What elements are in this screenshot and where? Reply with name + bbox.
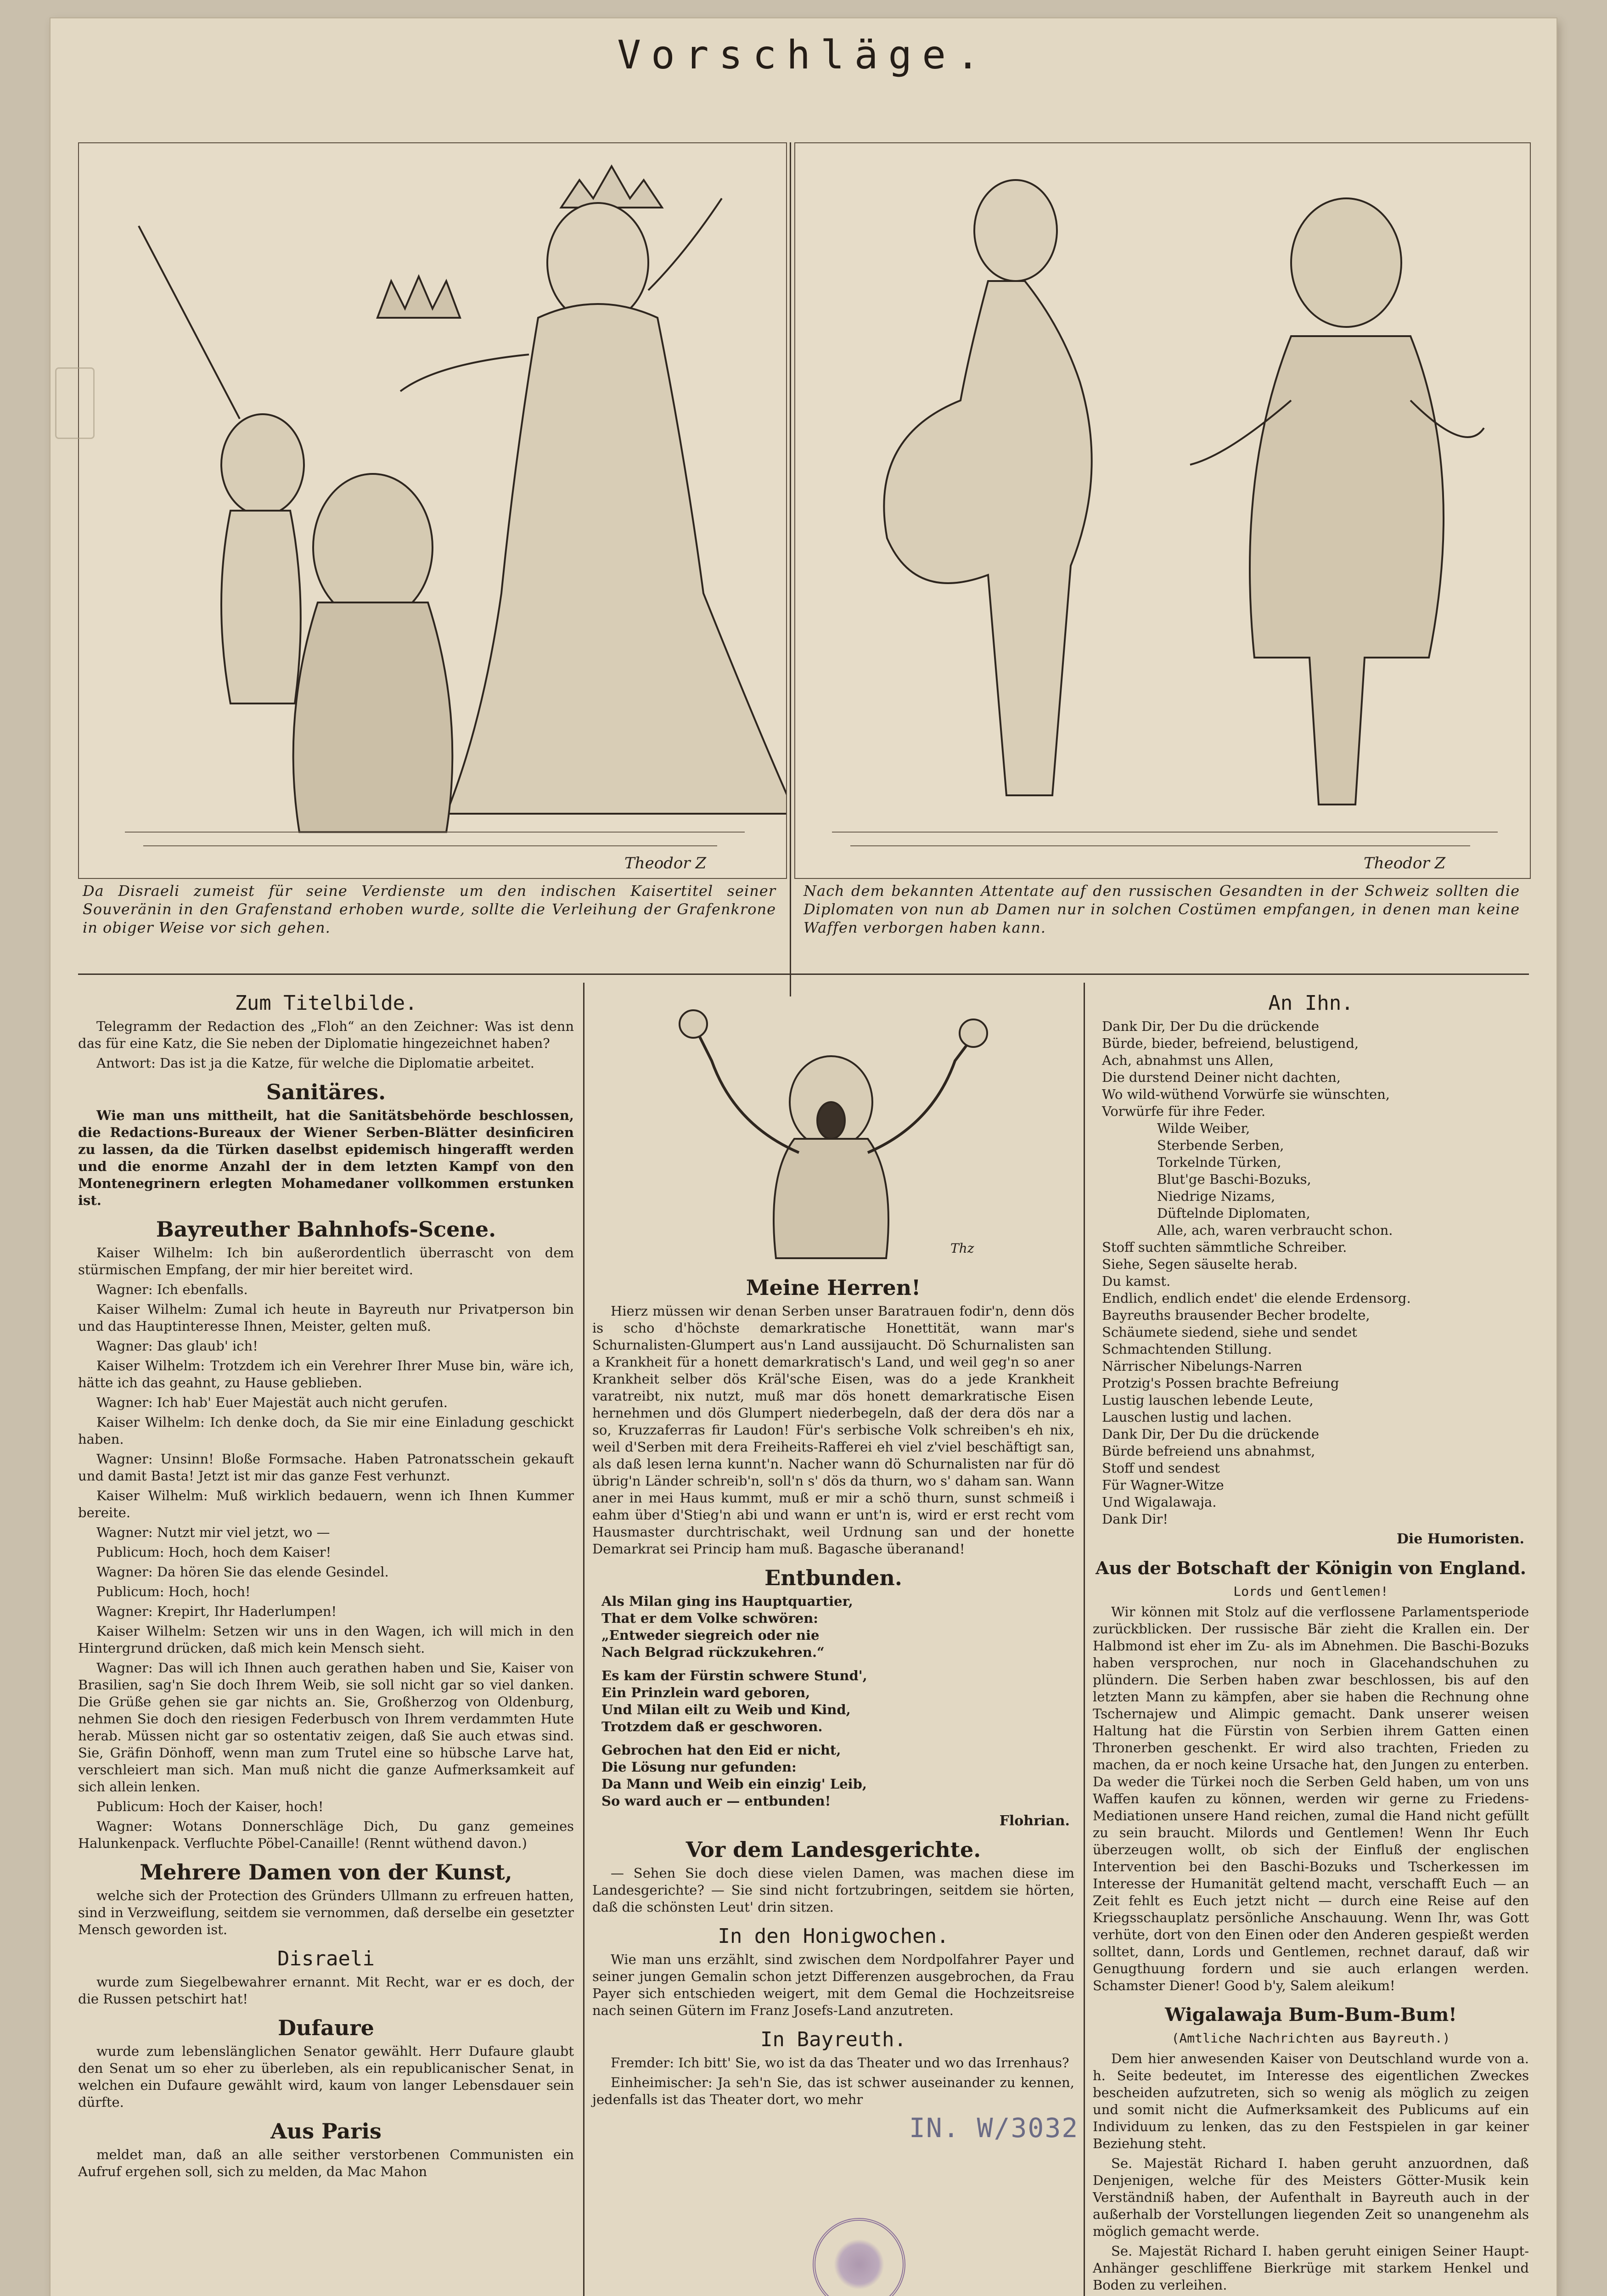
poem-line: Schmachtenden Stillung. (1102, 1341, 1272, 1357)
heading-disraeli: Disraeli (277, 1947, 375, 1970)
newspaper-page (51, 18, 1556, 2296)
dialog-line: Kaiser Wilhelm: Ich bin außerordentlich überrascht von dem stürmischen Empfang, der mir hier bereitet wird. (78, 1245, 574, 1277)
poem-line: Nach Belgrad rückzukehren.“ (601, 1644, 825, 1660)
poem-line: Da Mann und Weib ein einzig' Leib, (601, 1776, 867, 1792)
text-titelbild-2: Antwort: Das ist ja die Katze, für welche die Diplomatie arbeitet. (96, 1055, 534, 1071)
text-wigalawaja-2: Se. Majestät Richard I. haben geruht anzuordnen, daß Denjenigen, welche für des Meisters Götter-Musik kein Verständniß haben, der Aufenthalt in Bayreuth auch in der außerhalb der Vorstellungen liegenden Zeit so unangenehm als möglich gemacht werde. (1093, 2155, 1529, 2239)
dialog-line: Wagner: Nutzt mir viel jetzt, wo — (96, 1525, 330, 1540)
text-disraeli: wurde zum Siegelbewahrer ernannt. Mit Recht, war er es doch, der die Russen petschirt hat! (78, 1974, 574, 2007)
poem-line: That er dem Volke schwören: (601, 1610, 819, 1626)
poem-line: Niedrige Nizams, (1157, 1188, 1275, 1204)
text-paris: meldet man, daß an alle seither verstorbenen Communisten ein Aufruf ergehen soll, sich zu melden, da Mac Mahon (78, 2147, 574, 2179)
heading-landesgericht: Vor dem Landesgerichte. (686, 1837, 981, 1862)
poem-line: Blut'ge Baschi-Bozuks, (1157, 1171, 1311, 1187)
poem-line: Düftelnde Diplomaten, (1157, 1205, 1310, 1221)
edge-stamp-mark (55, 367, 95, 439)
illustration-diplomat-costume (794, 142, 1531, 879)
poem-line: Ein Prinzlein ward geboren, (601, 1685, 810, 1700)
poem-line: So ward auch er — entbunden! (601, 1793, 831, 1809)
dialog-line: Kaiser Wilhelm: Trotzdem ich ein Verehrer Ihrer Muse bin, wäre ich, hätte ich das geahnt, zu Hause geblieben. (78, 1358, 574, 1390)
text-honigwochen: Wie man uns erzählt, sind zwischen dem Nordpolfahrer Payer und seiner jungen Gemalin schon jetzt Differenzen ausgebrochen, da Frau Payer sich entschieden weigert, mit dem Gemal die Hochzeitsreise nach seinen Gütern im Franz Josefs-Land anzutreten. (592, 1952, 1074, 2018)
dialog-line: Wagner: Das will ich Ihnen auch gerathen haben und Sie, Kaiser von Brasilien, sag'n Sie doch Ihrem Weib, sie soll nicht gar so viel danken. Die Grüße gehen sie gar nichts an. Sie, Großherzog von Oldenburg, nehmen Sie doch den riesigen Federbusch von Ihrem verdammten Hute herab. Müssen nicht gar so ostentativ zeigen, daß Sie auch etwas sind. Sie, Gräfin Dönhoff, wenn man zum Trutel eine so hübsche Larve hat, verschleiert man sich. Man muß nicht die ganze Aufmerksamkeit auf sich allein lenken. (78, 1660, 574, 1795)
poem-stanza-2 (601, 1667, 1074, 1735)
poem-line: Bayreuths brausender Becher brodelte, (1102, 1307, 1370, 1323)
heading-sanitaeres: Sanitäres. (266, 1080, 386, 1104)
dialog-line: Wagner: Da hören Sie das elende Gesindel. (96, 1564, 389, 1580)
engraving-left (79, 143, 786, 878)
poem-line: Dank Dir, Der Du die drückende (1102, 1019, 1319, 1034)
poem-line: Vorwürfe für ihre Feder. (1102, 1103, 1266, 1119)
poem-line: Wilde Weiber, (1157, 1120, 1250, 1136)
illustration-disraeli-crowning (78, 142, 787, 879)
poem-line: Gebrochen hat den Eid er nicht, (601, 1742, 841, 1758)
dialog-line: Wagner: Ich ebenfalls. (96, 1282, 248, 1297)
poem-line: Alle, ach, waren verbraucht schon. (1157, 1222, 1393, 1238)
dialog-line: Kaiser Wilhelm: Zumal ich heute in Bayreuth nur Privatperson bin und das Hauptinteresse Ihnen, Meister, gelten muß. (78, 1301, 574, 1334)
dialog-line: Wagner: Das glaub' ich! (96, 1338, 258, 1354)
poem-line: Endlich, endlich endet' die elende Erdensorg. (1102, 1290, 1411, 1306)
handwritten-inventory-number: IN. W/3032 (909, 2112, 1079, 2144)
poem-stanza-3 (601, 1742, 1074, 1810)
heading-entbunden: Entbunden. (764, 1565, 902, 1590)
poem-line: Stoff und sendest (1102, 1460, 1220, 1476)
text-dufaure: wurde zum lebenslänglichen Senator gewählt. Herr Dufaure glaubt den Senat um so eher zu überleben, als ein republicanischer Senat, in welchen ein Dufaure gewählt wird, kaum von langer Lebensdauer sein dürfte. (78, 2043, 574, 2110)
dialog-line: Fremder: Ich bitt' Sie, wo ist da das Theater und wo das Irrenhaus? (611, 2055, 1069, 2071)
poem-line: Wo wild-wüthend Vorwürfe sie wünschten, (1102, 1086, 1390, 1102)
poem-line: Für Wagner-Witze (1102, 1477, 1224, 1493)
text-titelbild-1: Telegramm der Redaction des „Floh“ an den Zeichner: Was ist denn das für eine Katz, die Sie neben der Diplomatie hingezeichnet haben? (78, 1019, 574, 1051)
poem-line: Trotzdem daß er geschworen. (601, 1719, 823, 1734)
dialog-line: Wagner: Krepirt, Ihr Haderlumpen! (96, 1604, 337, 1619)
poem-line: Närrischer Nibelungs-Narren (1102, 1358, 1303, 1374)
poem-line: Protzig's Possen brachte Befreiung (1102, 1375, 1339, 1391)
engraving-right (795, 143, 1530, 878)
column-divider-2 (1084, 983, 1085, 2296)
poem-line: Dank Dir, Der Du die drückende (1102, 1426, 1319, 1442)
poem-line: Lauschen lustig und lachen. (1102, 1409, 1292, 1425)
heading-damen: Mehrere Damen von der Kunst, (140, 1860, 512, 1885)
poem-line: Die durstend Deiner nicht dachten, (1102, 1069, 1341, 1085)
text-botschaft: Wir können mit Stolz auf die verflossene Parlamentsperiode zurückblicken. Der russische Bär zieht die Krallen ein. Der Halbmond ist eher im Zu- als im Abnehmen. Die Baschi-Bozuks haben versprochen, nur noch in Glacehandschuhen zu plündern. Die Serben haben zwar beschlossen, bis auf den letzten Mann zu kämpfen, aber sie haben die Rechnung ohne Tschernajew und Alimpic gemacht. Dank unserer weisen Haltung hat die Fürstin von Serbien ihrem Gatten einen Thronerben geschenkt. Er wird also trachten, Frieden zu machen, da er noch keine Ursache hat, den Jungen zu enterben. Da weder die Türkei noch die Serben Geld haben, um von uns Waffen kaufen zu können, werden wir gerne zu Friedens-Mediationen unsere Hand reichen, zumal die Hand nicht gefüllt zu sein braucht. Milords und Gentlemen! Wenn Ihr Euch überzeugen wollt, ob sich der Einfluß der englischen Intervention bei den Baschi-Bozuks und Tscherkessen im Interesse der Humanität geltend macht, verschafft Euch — an Zeit fehlt es Euch jetzt nicht — durch eine Reise auf den Kriegsschauplatz persönliche Anschauung. Wenn Ihr, was Gott verhüte, dort von den Einen oder den Anderen gespießt werden solltet, dann, Lords und Gentlemen, rechnet darauf, daß wir Genugthuung fordern und sie auch erlangen werden. Schamster Diener! Good b'y, Salem aleikum! (1093, 1604, 1529, 1993)
text-landesgericht: — Sehen Sie doch diese vielen Damen, was machen diese im Landesgerichte? — Sie sind nicht fortzubringen, seitdem sie hörten, daß die schönsten Leut' drin sitzen. (592, 1865, 1074, 1915)
poem-an-ihn (1102, 1018, 1529, 1528)
poem-line: Ach, abnahmst uns Allen, (1102, 1052, 1274, 1068)
heading-titelbild: Zum Titelbilde. (235, 991, 417, 1015)
poem-line: Bürde befreiend uns abnahmst, (1102, 1443, 1315, 1459)
poem-line: Torkelnde Türken, (1157, 1154, 1281, 1170)
poem-line: Bürde, bieder, befreiend, belustigend, (1102, 1035, 1359, 1051)
poem-stanza-1 (601, 1593, 1074, 1661)
column-right (1093, 983, 1529, 2296)
page-title: Vorschläge. (617, 32, 990, 78)
poem-line: Lustig lauschen lebende Leute, (1102, 1392, 1314, 1408)
author-flohrian: Flohrian. (999, 1813, 1070, 1829)
illustration-signature-left: Theodor Z (624, 854, 707, 872)
heading-in-bayreuth: In Bayreuth. (760, 2028, 906, 2051)
heading-paris: Aus Paris (270, 2119, 382, 2144)
column-middle (592, 983, 1074, 2111)
engraving-middle (592, 983, 1074, 1267)
dialog-line: Publicum: Hoch, hoch! (96, 1584, 251, 1599)
poem-line: Stoff suchten sämmtliche Schreiber. (1102, 1239, 1347, 1255)
text-wigalawaja-1: Dem hier anwesenden Kaiser von Deutschland wurde von a. h. Seite bedeutet, im Interesse des eigentlichen Zweckes bescheiden aufzutreten, sich so wenig als möglich zu zeigen und somit nicht die Aufmerksamkeit des Publicums auf ein Individuum zu lenken, das zu den Festspielen in gar keiner Beziehung steht. (1093, 2051, 1529, 2151)
dialog-line: Kaiser Wilhelm: Setzen wir uns in den Wagen, ich will mich in den Hintergrund drücken, daß mich kein Mensch sieht. (78, 1623, 574, 1656)
heading-an-ihn: An Ihn. (1268, 991, 1354, 1015)
column-divider-1 (583, 983, 584, 2296)
heading-honigwochen: In den Honigwochen. (718, 1925, 949, 1948)
text-wigalawaja-3: Se. Majestät Richard I. haben geruht einigen Seiner Haupt-Anhänger geschliffene Bierkrüge mit starkem Henkel und Boden zu verleihen. (1093, 2243, 1529, 2293)
text-meine-herren: Hierz müssen wir denan Serben unser Baratrauen fodir'n, denn dös is scho d'höchste demarkratische Honettität, wann mar's Schurnalisten-Glumpert aus'n Land aussijaucht. Dö Schurnalisten san a Krankheit für a honett demarkratisch's Land, und weil geg'n so aner Krankheit selber dös Kräl'sche Eisen, was do a jede Krankheit varatreibt, nix nutzt, muß mar dös honett demarkratische Eisen hernehmen und dös Glumpert niederbegeln, daß der dera dös nar a so, Kruzzaferras fir Laudon! Für's serbische Volk schreiben's eh nix, weil d'Serben mit dera Freiheits-Rafferei eh viel z'viel beschäftigt san, als daß lesen lerna kunnt'n. Nacher wann dö Schurnalisten nar für dö übrig'n Länder schreib'n, soll'n s' dös da thurn, wo s' daham san. Wann aner in mei Haus kummt, muß er mir a schö thurn, sunst schmeiß i eahm über d'Stieg'n abi und wann er unt'n is, wird er erst recht vom Hausmaster durchtrischakt, weil Urdnung san und der honette Demarkrat sei Princip ham muß. Bagasche überanand! (592, 1303, 1074, 1557)
heading-botschaft: Aus der Botschaft der Königin von England. (1095, 1558, 1527, 1578)
dialog-line: Wagner: Ich hab' Euer Majestät auch nicht gerufen. (96, 1395, 448, 1410)
illustration-shouting-man (592, 983, 1074, 1267)
column-left (78, 983, 574, 2183)
greeting-lords: Lords und Gentlemen! (1233, 1584, 1388, 1599)
poem-line: „Entweder siegreich oder nie (601, 1627, 820, 1643)
dialog-line: Kaiser Wilhelm: Ich denke doch, da Sie mir eine Einladung geschickt haben. (78, 1414, 574, 1447)
poem-line: Dank Dir! (1102, 1511, 1169, 1527)
poem-line: Sterbende Serben, (1157, 1137, 1284, 1153)
dialog-line: Publicum: Hoch, hoch dem Kaiser! (96, 1544, 332, 1560)
poem-line: Es kam der Fürstin schwere Stund', (601, 1668, 867, 1683)
illustration-signature-middle: Thz (950, 1241, 974, 1256)
poem-line: Du kamst. (1102, 1273, 1171, 1289)
heading-wigalawaja: Wigalawaja Bum-Bum-Bum! (1165, 2004, 1457, 2026)
dialog-line: Kaiser Wilhelm: Muß wirklich bedauern, wenn ich Ihnen Kummer bereite. (78, 1488, 574, 1520)
text-sanitaeres: Wie man uns mittheilt, hat die Sanitätsbehörde beschlossen, die Redactions-Bureaux der Wiener Serben-Blätter desinficiren zu lassen, da die Türken daselbst epidemisch hingerafft werden und die enorme Anzahl der in dem letzten Kampf von den Montenegrinern erlegten Mohamedaner vollkommen erstunken ist. (78, 1108, 574, 1208)
dialog-line: Wagner: Unsinn! Bloße Formsache. Haben Patronatsschein gekauft und damit Basta! Jetzt ist mir das ganze Fest verhunzt. (78, 1451, 574, 1484)
dialog-line: Wagner: Wotans Donnerschläge Dich, Du ganz gemeines Halunkenpack. Verfluchte Pöbel-Canaille! (Rennt wüthend davon.) (78, 1818, 574, 1851)
poem-line: Schäumete siedend, siehe und sendet (1102, 1324, 1357, 1340)
heading-bayreuth-scene: Bayreuther Bahnhofs-Scene. (156, 1217, 496, 1242)
subheading-wigalawaja: (Amtliche Nachrichten aus Bayreuth.) (1171, 2031, 1450, 2046)
illustration-signature-right: Theodor Z (1364, 854, 1446, 872)
author-humoristen: Die Humoristen. (1396, 1531, 1524, 1547)
text-damen: welche sich der Protection des Gründers Ullmann zu erfreuen hatten, sind in Verzweiflung, seitdem sie vernommen, daß derselbe ein gesetzter Mensch geworden ist. (78, 1888, 574, 1937)
poem-line: Siehe, Segen säuselte herab. (1102, 1256, 1298, 1272)
caption-right: Nach dem bekannten Attentate auf den russischen Gesandten in der Schweiz sollten die Diplomaten von nun ab Damen nur in solchen Costümen empfangen, in denen man keine Waffen verborgen haben kann. (804, 882, 1520, 936)
library-stamp (813, 2218, 905, 2296)
caption-left: Da Disraeli zumeist für seine Verdienste um den indischen Kaisertitel seiner Souveränin in den Grafenstand erhoben wurde, sollte die Verleihung der Grafenkrone in obiger Weise vor sich gehen. (83, 882, 776, 936)
dialog-line: Einheimischer: Ja seh'n Sie, das ist schwer auseinander zu kennen, jedenfalls ist das Theater dort, wo mehr (592, 2075, 1074, 2107)
dialog-line: Publicum: Hoch der Kaiser, hoch! (96, 1799, 324, 1814)
heading-meine-herren: Meine Herren! (746, 1275, 921, 1300)
poem-line: Und Wigalawaja. (1102, 1494, 1217, 1510)
section-divider (78, 974, 1529, 975)
poem-line: Und Milan eilt zu Weib und Kind, (601, 1702, 851, 1717)
heading-dufaure: Dufaure (278, 2015, 374, 2040)
illustration-divider (790, 142, 791, 996)
poem-line: Als Milan ging ins Hauptquartier, (601, 1593, 853, 1609)
poem-line: Die Lösung nur gefunden: (601, 1759, 797, 1775)
